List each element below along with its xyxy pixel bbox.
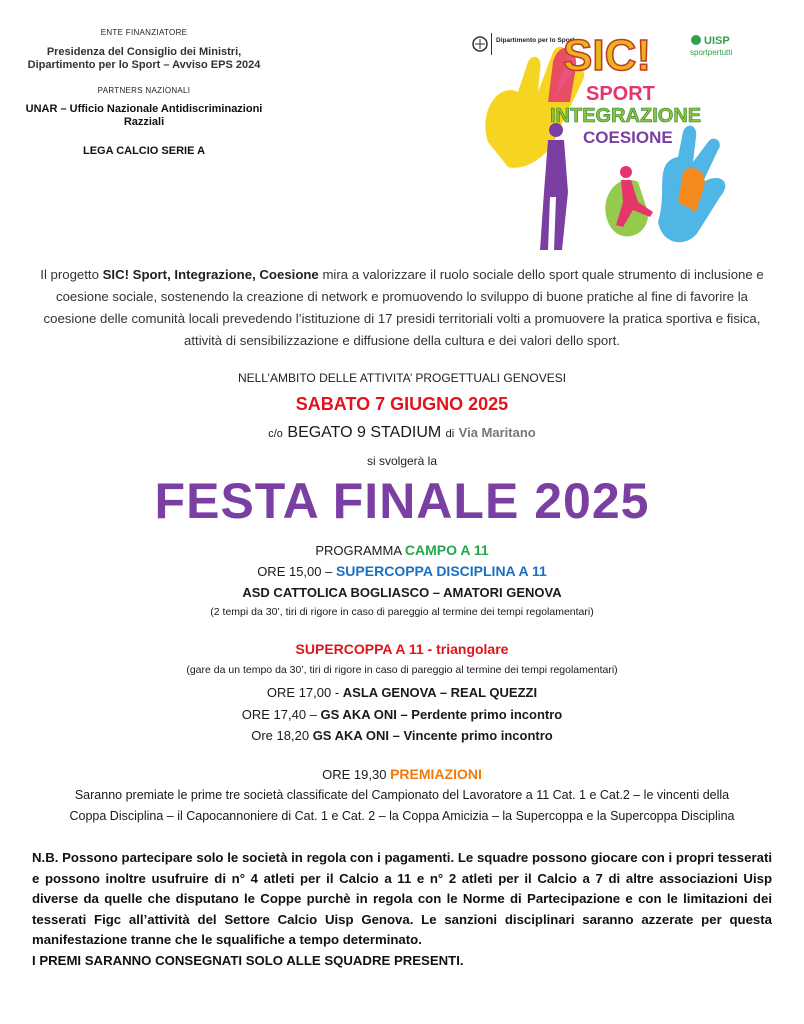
match1-note: (2 tempi da 30’, tiri di rigore in caso di pareggio al termine dei tempi regolamentari) <box>210 606 594 618</box>
awards-text-2: Coppa Disciplina – il Capocannoniere di Cat. 1 e Cat. 2 – la Coppa Amicizia – la Supercoppa e la Supercoppa Disciplina <box>69 809 735 823</box>
svg-text:UISP: UISP <box>704 35 730 47</box>
triangular-match-1 <box>0 685 804 700</box>
svg-text:sportpertutti: sportpertutti <box>690 48 733 57</box>
sic-wordmark: SIC! <box>563 31 651 80</box>
partner-unar: UNAR – Ufficio Nazionale Antidiscriminazioni Razziali <box>25 103 263 128</box>
notes-block <box>32 848 772 971</box>
venue-di: di <box>445 428 455 440</box>
project-description <box>30 264 774 352</box>
funder-name: Presidenza del Consiglio dei Ministri, Dipartimento per lo Sport – Avviso EPS 2024 <box>27 46 261 71</box>
awards-time: ORE 19,30 <box>322 767 387 782</box>
match1-teams: ASD CATTOLICA BOGLIASCO – AMATORI GENOVA <box>242 585 562 600</box>
tri-2-teams: GS AKA ONI – Perdente primo incontro <box>320 707 563 722</box>
venue-prefix: c/o <box>268 428 283 440</box>
program-field: CAMPO A 11 <box>404 542 489 558</box>
partner-lega-calcio: LEGA CALCIO SERIE A <box>82 145 206 157</box>
triangular-title: SUPERCOPPA A 11 - triangolare <box>295 641 509 657</box>
awards-notice: I PREMI SARANNO CONSEGNATI SOLO ALLE SQUADRE PRESENTI. <box>32 952 464 968</box>
venue-street: Via Maritano <box>458 425 536 440</box>
project-name: SIC! Sport, Integrazione, Coesione <box>102 267 319 282</box>
program-label: PROGRAMMA <box>315 543 402 558</box>
dipartimento-logo-text: Dipartimento per lo Sport <box>496 37 575 44</box>
match1-title: SUPERCOPPA DISCIPLINA A 11 <box>335 563 547 579</box>
logo-integrazione-text: INTEGRAZIONE <box>550 105 702 127</box>
awards-title: PREMIAZIONI <box>390 766 482 782</box>
italian-emblem-icon <box>473 37 487 51</box>
program-heading <box>0 542 804 558</box>
match1-time: ORE 15,00 – <box>257 564 333 579</box>
event-date: SABATO 7 GIUGNO 2025 <box>295 394 509 414</box>
funder-label: ENTE FINANZIATORE <box>100 28 188 37</box>
nb-paragraph: N.B. Possono partecipare solo le società in regola con i pagamenti. Le squadre possono giocare con i propri tesserati e possono inoltre usufruire di n° 4 atleti per il Calcio a 11 e n° 2 atleti per il Calcio a 7 di altre associazioni Uisp diverse da quelle che disputano le Coppe purchè in regola con le Norme di Partecipazione e con le limitazioni dei tesserati Figc all’attività del Settore Calcio Uisp Genova. Le sanzioni disciplinari saranno azzerate per questa manifestazione tranne che le squalifiche a tempo determinato. <box>32 850 772 947</box>
venue-name: BEGATO 9 STADIUM <box>287 424 442 441</box>
partners-label: PARTNERS NAZIONALI <box>97 86 191 95</box>
tri-1-time: ORE 17,00 - <box>266 685 340 700</box>
tri-3-time: Ore 18,20 <box>251 728 310 743</box>
uisp-logo <box>690 35 732 57</box>
hands-logo-graphic <box>458 22 758 254</box>
event-title: FESTA FINALE 2025 <box>154 473 650 529</box>
logo-coesione-text: COESIONE <box>583 128 673 147</box>
event-venue <box>0 424 804 442</box>
intro-body: mira a valorizzare il ruolo sociale dello sport quale strumento di inclusione e coesione sociale, sostenendo la creazione di network e promuovendo lo sviluppo di buone pratiche al fine di favorire la coesione delle comunità locali prevedendo l’istituzione di 17 presidi territoriali volti a promuovere la pratica sportiva e fisica, attività di sensibilizzazione e diffusione della cultura e dei valori dello sport. <box>43 267 764 348</box>
will-take-place: si svolgerà la <box>366 454 438 468</box>
tri-3-teams: GS AKA ONI – Vincente primo incontro <box>312 728 553 743</box>
match1-line <box>0 563 804 579</box>
tri-2-time: ORE 17,40 – <box>241 707 317 722</box>
intro-prefix: Il progetto <box>40 267 99 282</box>
header-left <box>14 28 274 158</box>
event-context: NELL’AMBITO DELLE ATTIVITA’ PROGETTUALI GENOVESI <box>237 371 567 385</box>
tri-1-teams: ASLA GENOVA – REAL QUEZZI <box>342 685 538 700</box>
sic-logo-artwork <box>458 22 758 254</box>
awards-text-1: Saranno premiate le prime tre società classificate del Campionato del Lavoratore a 11 Cat. 1 e Cat.2 – le vincenti della <box>74 788 730 802</box>
triangular-note: (gare da un tempo da 30’, tiri di rigore in caso di pareggio al termine dei tempi regolamentari) <box>186 664 618 676</box>
logo-sport-text: SPORT <box>586 83 655 105</box>
triangular-match-2 <box>0 707 804 722</box>
triangular-match-3 <box>0 728 804 743</box>
awards-heading <box>0 766 804 782</box>
